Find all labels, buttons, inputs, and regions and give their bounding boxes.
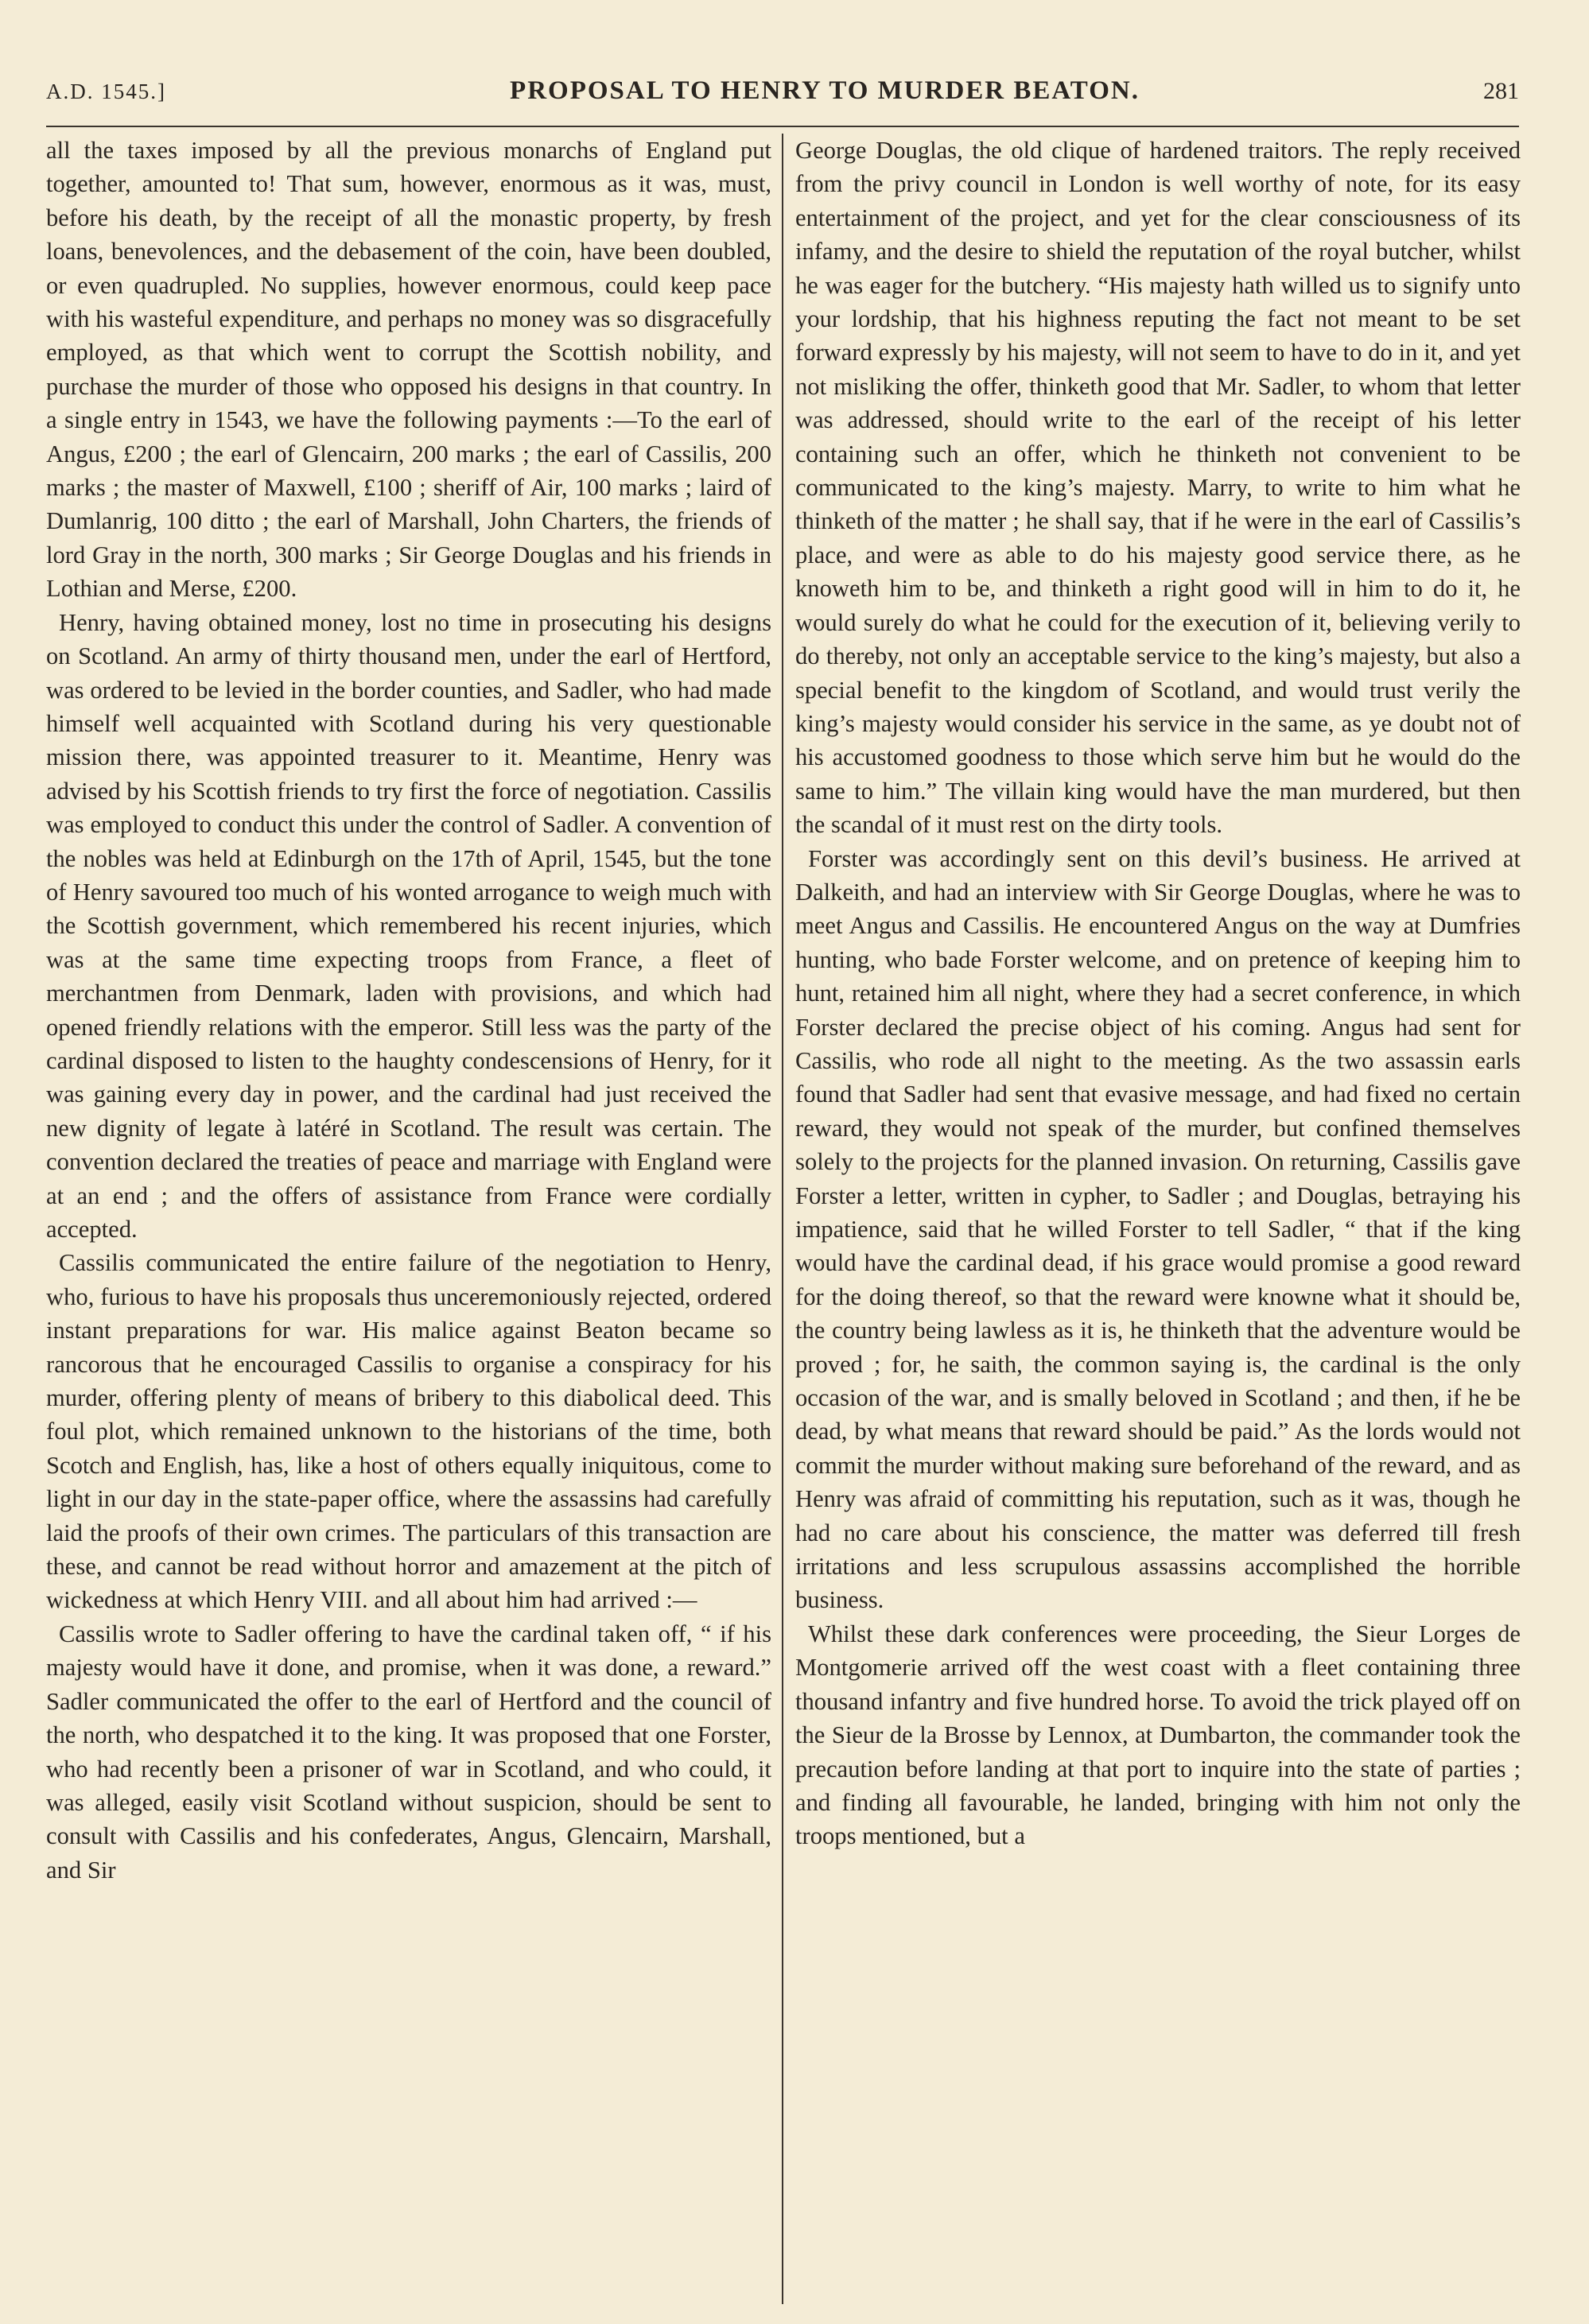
- running-header: [46, 76, 1519, 124]
- right-column: [795, 134, 1521, 2304]
- column-divider: [782, 134, 783, 2304]
- paragraph: Henry, having obtained money, lost no time in prosecuting his designs on Scotland. An army of thirty thousand men, under the earl of Hertford, was ordered to be levied in the border counties, and Sadler, who had made himself well acquainted with Scotland during his very questionable mission there, was appointed treasurer to it. Meantime, Henry was advised by his Scottish friends to try first the force of negotiation. Cassilis was employed to conduct this under the control of Sadler. A convention of the nobles was held at Edinburgh on the 17th of April, 1545, but the tone of Henry savoured too much of his wonted arrogance to weigh much with the Scottish government, which remembered his recent injuries, which was at the same time expecting troops from France, a fleet of merchantmen from Denmark, laden with provisions, and which had opened friendly relations with the emperor. Still less was the party of the cardinal disposed to listen to the haughty condescensions of Henry, for it was gaining every day in power, and the cardinal had just received the new dignity of legate à latéré in Scotland. The result was certain. The convention declared the treaties of peace and marriage with England were at an end ; and the offers of assistance from France were cordially accepted.: [46, 608, 771, 1243]
- paragraph: George Douglas, the old clique of hardened traitors. The reply received from the privy council in London is well worthy of note, for its easy entertainment of the project, and yet for the clear consciousness of its infamy, and the desire to shield the reputation of the royal butcher, whilst he was eager for the butchery. “His majesty hath willed us to signify unto your lordship, that his highness reputing the fact not meant to be set forward expressly by his majesty, will not seem to have to do in it, and yet not misliking the offer, thinketh good that Mr. Sadler, to whom that letter was addressed, should write to the earl of the receipt of his letter containing such an offer, which he thinketh not convenient to be communicated to the king’s majesty. Marry, to write to him what he thinketh of the matter ; he shall say, that if he were in the earl of Cassilis’s place, and were as able to do his majesty good service there, as he knoweth him to be, and thinketh a right good will in him to do it, he would surely do what he could for the execution of it, believing verily to do thereby, not only an acceptable service to the king’s majesty, but also a special benefit to the kingdom of Scotland, and would trust verily the king’s majesty would consider his service in the same, as ye doubt not of his accustomed goodness to those which serve him but he would do the same to him.” The villain king would have the man murdered, but then the scandal of it must rest on the dirty tools.: [795, 137, 1521, 839]
- paragraph: Whilst these dark conferences were proceeding, the Sieur Lorges de Montgomerie arrived off the west coast with a fleet containing three thousand infantry and five hundred horse. To avoid the trick played off on the Sieur de la Brosse by Lennox, at Dumbarton, the commander took the precaution before landing at that port to inquire into the state of parties ; and finding all favourable, he landed, bringing with him not only the troops mentioned, but a: [795, 1620, 1521, 1850]
- paragraph: Cassilis communicated the entire failure of the negotiation to Henry, who, furious to have his proposals thus unceremoniously rejected, ordered instant preparations for war. His malice against Beaton became so rancorous that he encouraged Cassilis to organise a conspiracy for his murder, offering plenty of means of bribery to this diabolical deed. This foul plot, which remained unknown to the historians of the time, both Scotch and English, has, like a host of others equally iniquitous, come to light in our day in the state-paper office, where the assassins had carefully laid the proofs of their own crimes. The particulars of this transaction are these, and cannot be read without horror and amazement at the pitch of wickedness at which Henry VIII. and all about him had arrived :—: [46, 1249, 771, 1614]
- paragraph: Forster was accordingly sent on this devil’s business. He arrived at Dalkeith, and had an interview with Sir George Douglas, where he was to meet Angus and Cassilis. He encountered Angus on the way at Dumfries hunting, who bade Forster welcome, and on pretence of keeping him to hunt, retained him all night, where they had a secret conference, in which Forster declared the precise object of his coming. Angus had sent for Cassilis, who rode all night to the meeting. As the two assassin earls found that Sadler had sent that evasive message, and had fixed no certain reward, they would not speak of the murder, but confined themselves solely to the projects for the planned invasion. On returning, Cassilis gave Forster a letter, written in cypher, to Sadler ; and Douglas, betraying his impatience, said that he willed Forster to tell Sadler, “ that if the king would have the cardinal dead, if his grace would promise a good reward for the doing thereof, so that the reward were knowne what it should be, the country being lawless as it is, he thinketh that the adventure would be proved ; for, he saith, the common saying is, the cardinal is the only occasion of the war, and is smally beloved in Scotland ; and then, if he be dead, by what means that reward should be paid.” As the lords would not commit the murder without making sure beforehand of the reward, and as Henry was afraid of committing his reputation, such as it was, though he had no care about his conscience, the matter was deferred till fresh irritations and less scrupulous assassins accomplished the horrible business.: [795, 844, 1521, 1614]
- paragraph: Cassilis wrote to Sadler offering to have the cardinal taken off, “ if his majesty would have it done, and promise, when it was done, a reward.” Sadler communicated the offer to the earl of Hertford and the council of the north, who despatched it to the king. It was proposed that one Forster, who had recently been a prisoner of war in Scotland, and who could, it was alleged, easily visit Scotland without suspicion, should be sent to consult with Cassilis and his confederates, Angus, Glencairn, Marshall, and Sir: [46, 1620, 771, 1884]
- header-title: PROPOSAL TO HENRY TO MURDER BEATON.: [510, 76, 1140, 105]
- header-date: A.D. 1545.]: [46, 80, 166, 103]
- paragraph: all the taxes imposed by all the previous monarchs of England put together, amounted to! That sum, however, enormous as it was, must, before his death, by the receipt of all the monastic property, by fresh loans, benevolences, and the debasement of the coin, have been doubled, or even quadrupled. No supplies, however enormous, could keep pace with his wasteful expenditure, and perhaps no money was so disgracefully employed, as that which went to corrupt the Scottish nobility, and purchase the murder of those who opposed his designs in that country. In a single entry in 1543, we have the following payments :—To the earl of Angus, £200 ; the earl of Glencairn, 200 marks ; the earl of Cassilis, 200 marks ; the master of Maxwell, £100 ; sheriff of Air, 100 marks ; laird of Dumlanrig, 100 ditto ; the earl of Marshall, John Charters, the friends of lord Gray in the north, 300 marks ; Sir George Douglas and his friends in Lothian and Merse, £200.: [46, 137, 771, 603]
- page-number: 281: [1483, 78, 1519, 104]
- header-rule: [46, 126, 1519, 127]
- left-column: [46, 134, 771, 2304]
